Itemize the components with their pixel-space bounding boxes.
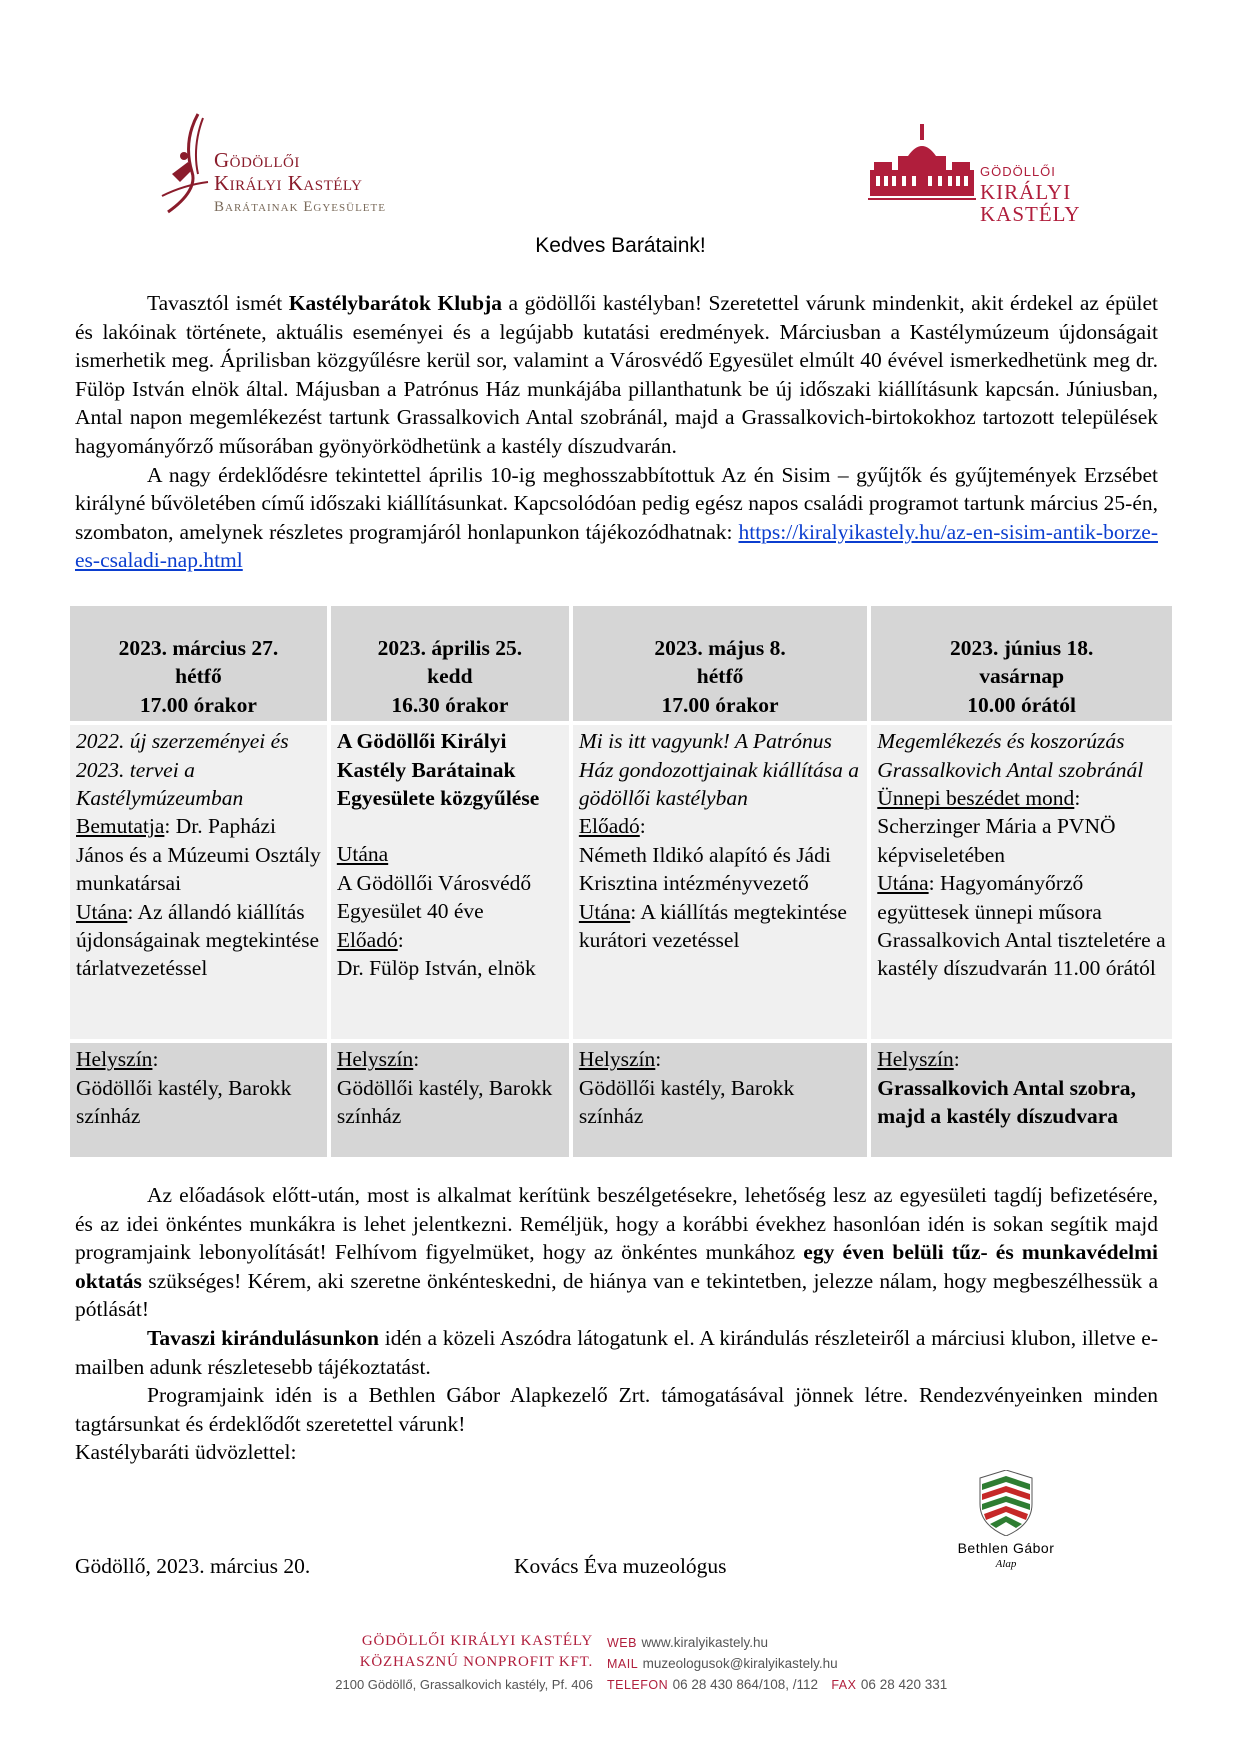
intro-paragraph-2: A nagy érdeklődésre tekintettel április 10-ig meghosszabbítottuk Az én Sisim – gyűjtők és gyűjtemények Erzsébet királyné bűvöletében című időszaki kiállításunkat. Kapcsolódóan pedig egész napos családi programot tartunk március 25-én, szombaton, amelynek részletes programjáról honlapunkon tájékozódhatnak: https://kiralyikastely.hu/az-en-sisim-antik-borze-es-csaladi-nap.html xyxy=(75,462,1158,573)
program-table xyxy=(66,602,1176,1161)
logo-left-line3: Barátainak Egyesülete xyxy=(214,199,386,215)
place-date: Gödöllő, 2023. március 20. xyxy=(75,1554,311,1578)
closing-paragraph-1: Az előadások előtt-után, most is alkalmat kerítünk beszélgetésekre, lehetőség lesz az egyesületi tagdíj befizetésére, és az idei önkéntes munkákra is lehet jelentkezni. Reméljük, hogy a korábbi évekhez hasonlóan idén is sokan segítik majd programjaink lebonyolítását! Felhívom figyelmüket, hogy az önkéntes munkához egy éven belüli tűz- és munkavédelmi oktatás szükséges! Kérem, aki szeretne önkénteskedni, de hiánya van e tekintetben, jelezze nálam, hogy megbeszélhessük a pótlását! xyxy=(75,1183,1159,1322)
event-3-description: Mi is itt vagyunk! A Patrónus Ház gondozottjainak kiállítása a gödöllői kastélyban Előadó: Németh Ildikó alapító és Jádi Krisztina intézményvezető Utána: A kiállítás megtekintése kurátori vezetéssel xyxy=(573,725,867,1039)
logo-right-line2: KIRÁLYI xyxy=(980,180,1072,204)
intro-paragraph-1: Tavasztól ismét Kastélybarátok Klubja a gödöllői kastélyban! Szeretettel várunk mindenkit, akit érdekel az épület és lakóinak története, aktuális eseményei és a legújabb kutatási eredmények. Márciusban a Kastélymúzeum újdonságait ismerhetik meg. Áprilisban közgyűlésre kerül sor, valamint a Városvédő Egyesület elmúlt 40 évével ismerkedhetünk meg dr. Fülöp István elnök által. Májusban a Patrónus Ház munkájába pillanthatunk be új időszaki kiállításunk kapcsán. Júniusban, Antal napon megemlékezést tartunk Grassalkovich Antal szobránál, majd a Grassalkovich-birtokokhoz tartozott települések hagyományőrző műsorában gyönyörködhetünk a kastély díszudvarán. xyxy=(75,291,1159,458)
program-link[interactable]: https://kiralyikastely.hu/az-en-sisim-antik-borze-es-csaladi-nap.html xyxy=(75,519,1158,573)
event-4-header: 2023. június 18. vasárnap 10.00 órától xyxy=(871,606,1172,721)
footer-web[interactable]: www.kiralyikastely.hu xyxy=(641,1635,768,1650)
table-description-row xyxy=(70,725,1172,1039)
table-location-row xyxy=(70,1043,1172,1157)
logo-right-line3: KASTÉLY xyxy=(980,202,1081,226)
closing-paragraph-3: Programjaink idén is a Bethlen Gábor Alapkezelő Zrt. támogatásával jönnek létre. Rendezvényeinken minden tagtársunkat és érdeklődőt szeretettel várunk! xyxy=(75,1383,1158,1436)
castle-logo xyxy=(868,118,1081,228)
event-1-description: 2022. új szerzeményei és 2023. tervei a Kastélymúzeumban Bemutatja: Dr. Papházi János és a Múzeumi Osztály munkatársai Utána: Az állandó kiállítás újdonságainak megtekintése tárlatvezetéssel xyxy=(70,725,327,1039)
footer-phone: 06 28 430 864/108, /112 xyxy=(672,1677,818,1692)
club-name: Kastélybarátok Klubja xyxy=(288,291,502,315)
signatory: Kovács Éva muzeológus xyxy=(514,1554,727,1578)
closing-text xyxy=(75,1181,1158,1467)
footer-address: 2100 Gödöllő, Grassalkovich kastély, Pf. 406 xyxy=(335,1677,593,1692)
event-3-location: Helyszín: Gödöllői kastély, Barokk színház xyxy=(573,1043,867,1157)
sponsor-name: Bethlen Gábor xyxy=(957,1540,1055,1556)
event-4-location: Helyszín: Grassalkovich Antal szobra, majd a kastély díszudvara xyxy=(871,1043,1172,1157)
intro-text xyxy=(75,289,1158,575)
castle-building-icon xyxy=(868,118,976,204)
event-4-description: Megemlékezés és koszorúzás Grassalkovich Antal szobránál Ünnepi beszédet mond: Scherzinger Mária a PVNÖ képviseletében Utána: Hagyományőrző együttesek ünnepi műsora Grassalkovich Antal tiszteletére a kastély díszudvarán 11.00 órától xyxy=(871,725,1172,1039)
salutation: Kastélybaráti üdvözlettel: xyxy=(75,1440,297,1465)
sponsor-subname: Alap xyxy=(995,1558,1017,1570)
friends-association-logo xyxy=(158,112,408,222)
footer-fax: 06 28 420 331 xyxy=(860,1677,948,1692)
event-1-location: Helyszín: Gödöllői kastély, Barokk színház xyxy=(70,1043,327,1157)
event-1-header: 2023. március 27. hétfő 17.00 órakor xyxy=(70,606,327,721)
table-header-row xyxy=(70,606,1172,721)
footer-org-line2: KÖZHASZNÚ NONPROFIT KFT. xyxy=(359,1654,593,1670)
shield-icon xyxy=(976,1470,1036,1536)
footer-email[interactable]: muzeologusok@kiralyikastely.hu xyxy=(642,1656,838,1671)
greeting: Kedves Barátaink! xyxy=(535,234,706,257)
closing-paragraph-2: Tavaszi kirándulásunkon idén a közeli Aszódra látogatunk el. A kirándulás részleteiről a márciusi klubon, illetve e-mailben adunk részletesebb tájékoztatást. xyxy=(75,1325,1158,1379)
event-3-header: 2023. május 8. hétfő 17.00 órakor xyxy=(573,606,867,721)
rider-emblem-icon xyxy=(158,112,216,222)
sponsor-logo xyxy=(946,1470,1066,1575)
event-2-header: 2023. április 25. kedd 16.30 órakor xyxy=(331,606,569,721)
logo-right-line1: GÖDÖLLŐI xyxy=(980,164,1056,179)
logo-left-line2: Királyi Kastély xyxy=(214,171,363,195)
logo-left-line1: Gödöllői xyxy=(214,148,300,172)
event-2-description: A Gödöllői Királyi Kastély Barátainak Egyesülete közgyűlése Utána A Gödöllői Városvédő Egyesület 40 éve Előadó: Dr. Fülöp István, elnök xyxy=(331,725,569,1039)
footer-org-line1: GÖDÖLLŐI KIRÁLYI KASTÉLY xyxy=(361,1633,593,1649)
event-2-location: Helyszín: Gödöllői kastély, Barokk színház xyxy=(331,1043,569,1157)
